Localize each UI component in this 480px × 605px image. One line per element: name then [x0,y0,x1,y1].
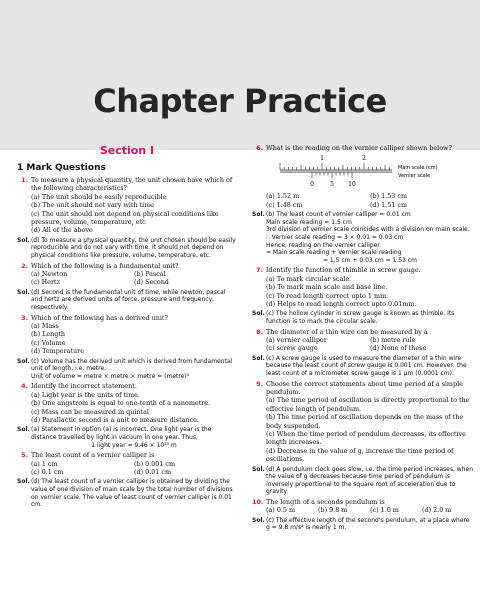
question-number: 4. [21,382,28,391]
question-text: The least count of a vernier calliper is [31,451,155,460]
vernier-label-10: 10 [348,181,356,189]
option-b: (b) To mark main scale and base line. [266,283,388,292]
option-a: (a) Newton [31,270,68,279]
question-number: 3. [21,313,28,322]
options-row [266,201,474,209]
option-c: (c) To read length correct upto 1 mm. [266,291,389,300]
option-d: (d) None of these [370,344,427,353]
solution-label: Sol. [252,310,265,318]
option-b: (b) 1.53 cm [370,192,408,201]
solution-text: (d) Second is the fundamental unit of time, while newton, pascal and hertz are derived units of force, pressure and frequency, respectively. [31,288,226,312]
vernier-scale-label: Vernier scale [398,173,431,180]
solution-text: (a) Statement in option (a) is incorrect. One light year is the distance travelled by light in vacuum in one year. Thus, [31,426,212,442]
right-column [252,144,474,534]
solution-label: Sol. [17,426,30,434]
solution-8 [252,355,474,378]
option-b: (b) The unit should not vary with time [31,201,155,210]
question-text: Choose the correct statements about time period of a simple pendulum. [266,379,463,396]
main-scale-label: Main scale (cm) [398,165,438,172]
solution-2 [17,289,237,312]
vernier-label-0: 0 [310,181,314,189]
option-c: (c) 1.0 m [370,506,399,515]
solution-10 [252,517,474,532]
question-number: 8. [256,327,263,336]
option-b: (b) The time period of oscillation depends on the mass of the body suspended. [266,413,464,430]
option-c: (c) The unit should not depend on physical conditions like pressure, volume, temperature, etc [31,209,219,227]
solution-text: (d) The least count of a vernier calliper is obtained by dividing the value of one division of main scale by the total number of divisions on vernier scale. The value of least count of vernier calliper is 0.01 cm. [31,478,233,509]
solution-text: (d) A pendulum clock goes slow, i.e. the time period increases, when the value of g decreases because time period of pendulum is inversely proportional to the square root of acceleration due to gravity. [266,465,474,496]
main-label-1: 1 [320,155,324,163]
solution-line: ∴ Vernier scale reading = 3 × 0.01 = 0.03 cm [266,234,404,241]
question-text: The diameter of a thin wire can be measured by a [266,327,428,336]
solution-line: = 1.5 cm + 0.03 cm = 1.53 cm [322,256,418,264]
question-5 [17,451,237,476]
solution-line: Main scale reading = 1.5 cm [266,218,352,226]
solution-3 [17,358,237,381]
solution-label: Sol. [17,236,30,244]
question-9 [252,380,474,464]
options-row [266,344,474,352]
solution-text: (c) A screw gauge is used to measure the diameter of a thin wire because the least count of screw gauge is 0.001 cm. However, the least count of a micrometer screw gauge is 1 μm (0.0001 cm). [266,354,467,377]
question-number: 7. [256,266,263,275]
solution-6 [252,211,474,264]
vernier-calliper-figure [266,154,466,190]
question-text: To measure a physical quantity, the unit chosen have which of the following characteristics? [31,176,233,193]
solution-7 [252,310,474,325]
question-1 [17,176,237,235]
option-d: (d) 2.0 m [422,506,452,515]
question-text: What is the reading on the vernier calliper shown below? [266,144,452,152]
option-c: (c) screw gauge [266,344,318,353]
option-d: (d) All of the above [31,226,93,235]
question-number: 6. [256,144,263,152]
option-a: (a) To mark circular scale. [266,274,352,283]
solution-line: Hence, reading on the vernier calliper [266,241,380,249]
solution-equation: 1 light year = 9.46 × 10¹⁵ m [91,441,177,449]
option-b: (b) Pascal [134,270,166,279]
option-d: (d) Helps to read length correct upto 0.01mm. [266,300,417,308]
question-6 [252,144,474,209]
solution-label: Sol. [17,288,30,296]
option-c: (c) Hertz [31,278,60,287]
option-d: (d) 0.01 cm [134,468,172,477]
solution-line: = Main scale reading + Vernier scale reading [266,249,402,257]
question-number: 10. [252,498,264,507]
mark-heading: 1 Mark Questions [17,163,106,173]
solution-1 [17,237,237,260]
question-4 [17,382,237,424]
vernier-diagram [266,154,474,190]
question-7 [252,266,474,308]
question-number: 5. [21,451,28,460]
solution-5 [17,478,237,508]
option-b: (b) 9.8 m [318,506,348,515]
solution-label: Sol. [252,354,265,362]
question-3 [17,314,237,356]
solution-text: (c) Volume has the derived unit which is derived from fundamental unit of length, i.e. metre. [31,357,233,373]
option-d: (d) Temperature [31,347,84,356]
question-8 [252,328,474,353]
option-a: (a) 1.52 m [266,192,300,201]
question-number: 1. [21,176,28,184]
option-b: (b) One angstrom is equal to one-tenth of a nanometre. [31,399,211,408]
main-label-2: 2 [362,155,366,163]
solution-equation: Unit of volume = metre × metre × metre = (metre)³ [31,372,190,380]
question-text: Which of the following has a derived unit? [31,313,168,322]
option-d: (d) Decrease in the value of g, increase the time period of oscillations. [266,446,454,464]
options-row [31,278,237,286]
question-10 [252,498,474,515]
options-row [31,468,237,476]
solution-label: Sol. [252,211,265,219]
options-row [31,460,237,468]
solution-line: (b) The least count of vernier calliper = 0.01 cm [266,211,411,219]
option-c: (c) 1.48 cm [266,200,303,209]
option-a: (a) Mass [31,322,59,331]
option-b: (b) Length [31,330,66,339]
solution-text: (c) The hollow cylinder in screw gauge is known as thimble. Its function is to mark the circular scale. [266,310,455,325]
solution-text: (c) The effective length of the second's pendulum, at a place where g = 9.8 m/s² is nearly 1 m. [266,516,470,532]
section-title: Section I [99,144,155,157]
solution-label: Sol. [252,516,265,524]
option-a: (a) The unit should be easily reproducible [31,192,167,201]
options-row [266,336,474,344]
option-a: (a) 0.5 m [266,506,296,515]
page-title: Chapter Practice [93,82,387,120]
solution-text: (d) To measure a physical quantity, the unit chosen should be easily reproducible and do not vary with time. It should not depend on physical conditions like pressure, volume, temperature, etc. [31,236,236,260]
vernier-label-5: 5 [330,181,334,189]
left-column [17,144,237,511]
question-2 [17,262,237,287]
option-b: (b) metre rule [370,336,416,344]
option-c: (c) Mass can be measured in quintal [31,407,149,416]
options-row [266,192,474,200]
question-number: 9. [256,379,263,388]
option-a: (a) Light year is the units of time. [31,390,140,399]
option-d: (d) 1.51 cm [370,200,408,209]
chapter-banner [0,0,480,150]
question-text: Identify the function of thimble in screw gauge. [266,266,421,275]
option-c: (c) Volume [31,338,66,347]
solution-line: 3rd division of vernier scale coincides with a division on main scale. [266,226,470,234]
option-a: (a) The time period of oscillation is directly proportional to the effective length of pendulum. [266,396,470,413]
option-c: (c) 0.1 cm [31,468,64,477]
option-a: (a) 1 cm [31,459,58,468]
option-d: (d) Parallactic second is a unit to measure distance. [31,416,199,425]
option-c: (c) When the time period of pendulum decreases, its effective length increases. [266,430,466,447]
question-text: Which of the following is a fundamental unit? [31,261,179,270]
options-row [31,270,237,278]
question-text: Identify the incorrect statement. [31,382,137,391]
question-number: 2. [21,261,28,270]
solution-label: Sol. [252,465,265,473]
option-b: (b) 0.001 cm [134,459,176,468]
solution-9 [252,466,474,496]
question-text: The length of a seconds pendulum is [266,498,385,507]
solution-label: Sol. [17,478,30,486]
option-a: (a) vernier calliper [266,336,327,344]
solution-label: Sol. [17,357,30,365]
options-row [266,506,474,514]
option-d: (d) Second [134,278,169,287]
solution-4 [17,426,237,449]
